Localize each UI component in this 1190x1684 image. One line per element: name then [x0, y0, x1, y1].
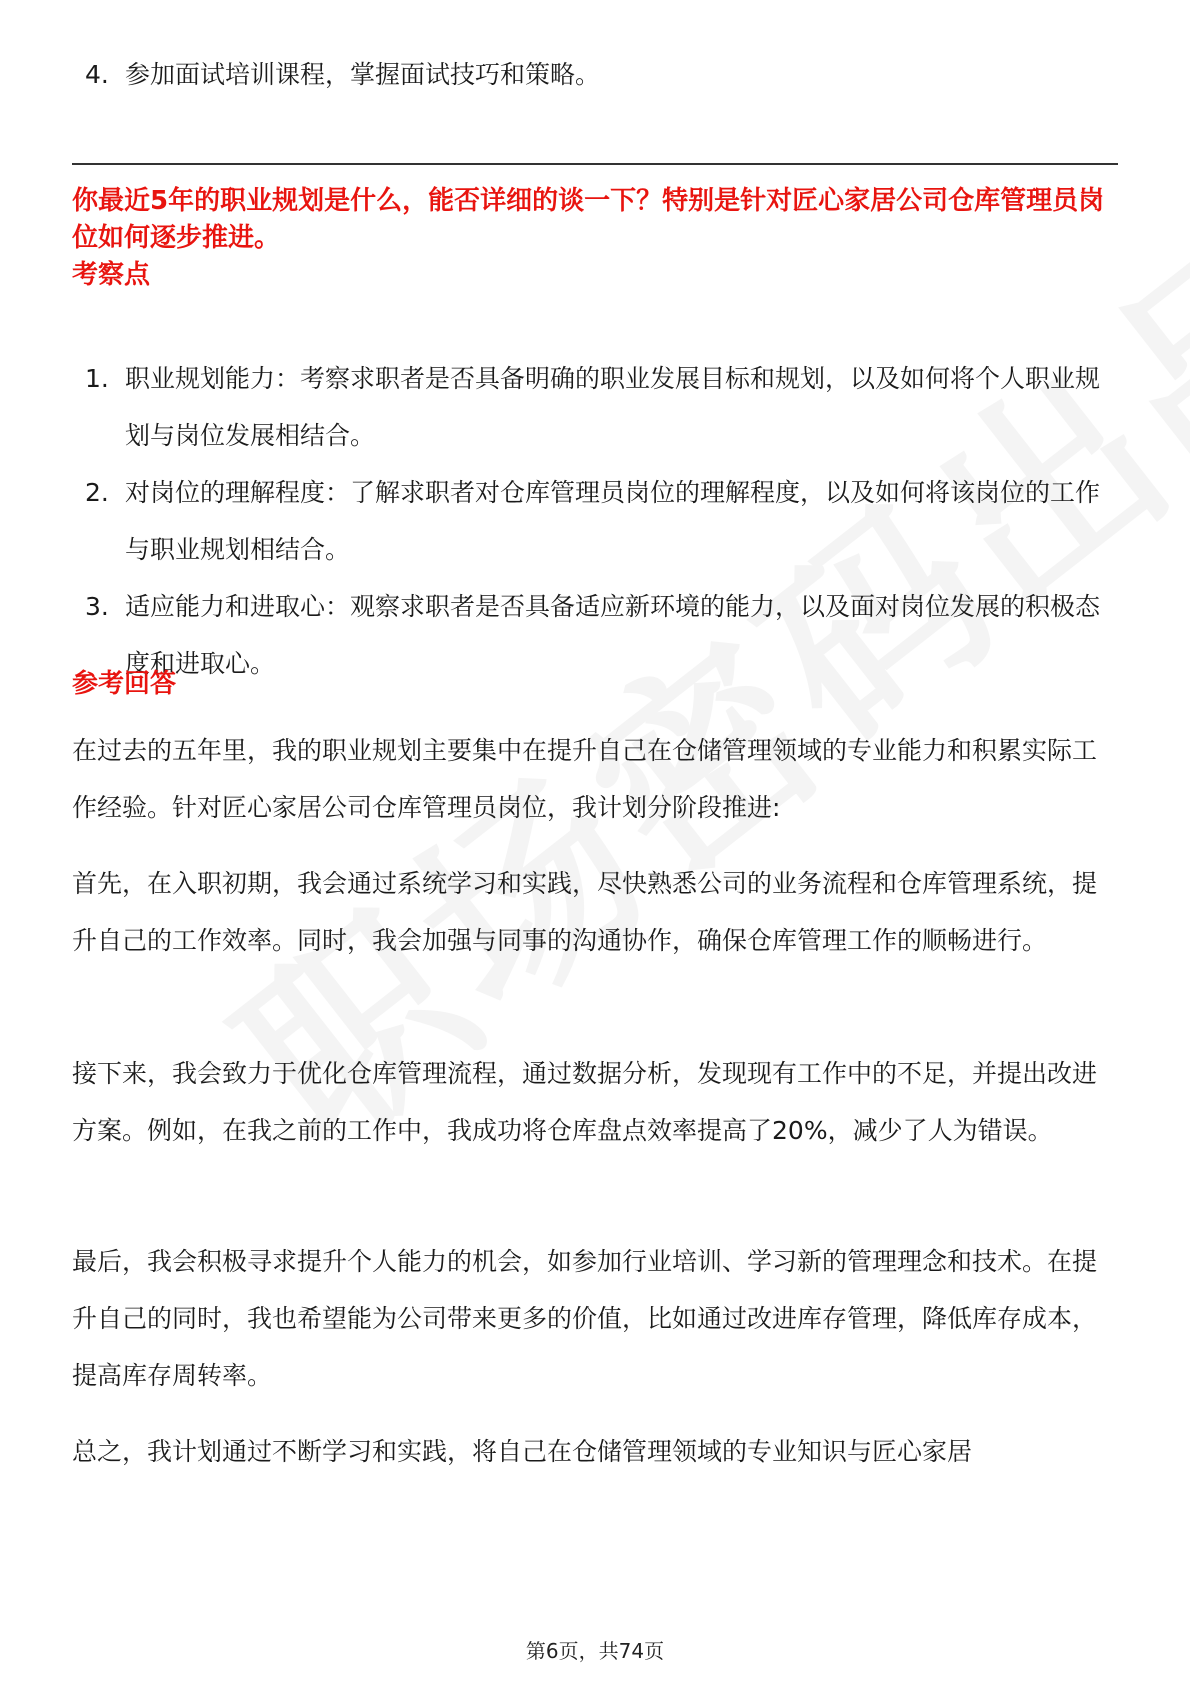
- answer-paragraph: 接下来，我会致力于优化仓库管理流程，通过数据分析，发现现有工作中的不足，并提出改进方案。例如，在我之前的工作中，我成功将仓库盘点效率提高了20%，减少了人为错误。: [72, 1059, 1098, 1145]
- interview-question: 你最近5年的职业规划是什么，能否详细的谈一下？特别是针对匠心家居公司仓库管理员岗位如何逐步推进。: [72, 186, 1105, 253]
- answer-paragraph: 最后，我会积极寻求提升个人能力的机会，如参加行业培训、学习新的管理理念和技术。在提升自己的同时，我也希望能为公司带来更多的价值，比如通过改进库存管理，降低库存成本，提高库存周转率。: [72, 1247, 1098, 1390]
- list-number: 1.: [85, 364, 109, 393]
- section-title-answer: 参考回答: [72, 669, 177, 699]
- page-footer: 第6页，共74页: [525, 1639, 665, 1663]
- list-number: 4.: [85, 60, 109, 89]
- list-item-text: 职业规划能力：考察求职者是否具备明确的职业发展目标和规划，以及如何将个人职业规划与岗位发展相结合。: [125, 364, 1101, 450]
- section-divider: [72, 163, 1118, 165]
- list-item-text: 对岗位的理解程度：了解求职者对仓库管理员岗位的理解程度，以及如何将该岗位的工作与职业规划相结合。: [125, 478, 1101, 564]
- answer-paragraph: 首先，在入职初期，我会通过系统学习和实践，尽快熟悉公司的业务流程和仓库管理系统，提升自己的工作效率。同时，我会加强与同事的沟通协作，确保仓库管理工作的顺畅进行。: [72, 869, 1098, 955]
- list-number: 2.: [85, 478, 109, 507]
- answer-paragraph: 总之，我计划通过不断学习和实践，将自己在仓储管理领域的专业知识与匠心家居: [72, 1437, 973, 1466]
- list-item: [85, 350, 1115, 464]
- list-item: [85, 464, 1115, 578]
- section-title-points: 考察点: [72, 260, 151, 290]
- assessment-points-list: [85, 350, 1115, 692]
- list-item-text: 参加面试培训课程，掌握面试技巧和策略。: [125, 60, 601, 89]
- list-item: [85, 578, 1115, 692]
- answer-paragraph: 在过去的五年里，我的职业规划主要集中在提升自己在仓储管理领域的专业能力和积累实际工作经验。针对匠心家居公司仓库管理员岗位，我计划分阶段推进:: [72, 736, 1098, 822]
- list-item-4: [85, 58, 600, 92]
- list-number: 3.: [85, 592, 109, 621]
- list-item-text: 适应能力和进取心：观察求职者是否具备适应新环境的能力，以及面对岗位发展的积极态度和进取心。: [125, 592, 1101, 678]
